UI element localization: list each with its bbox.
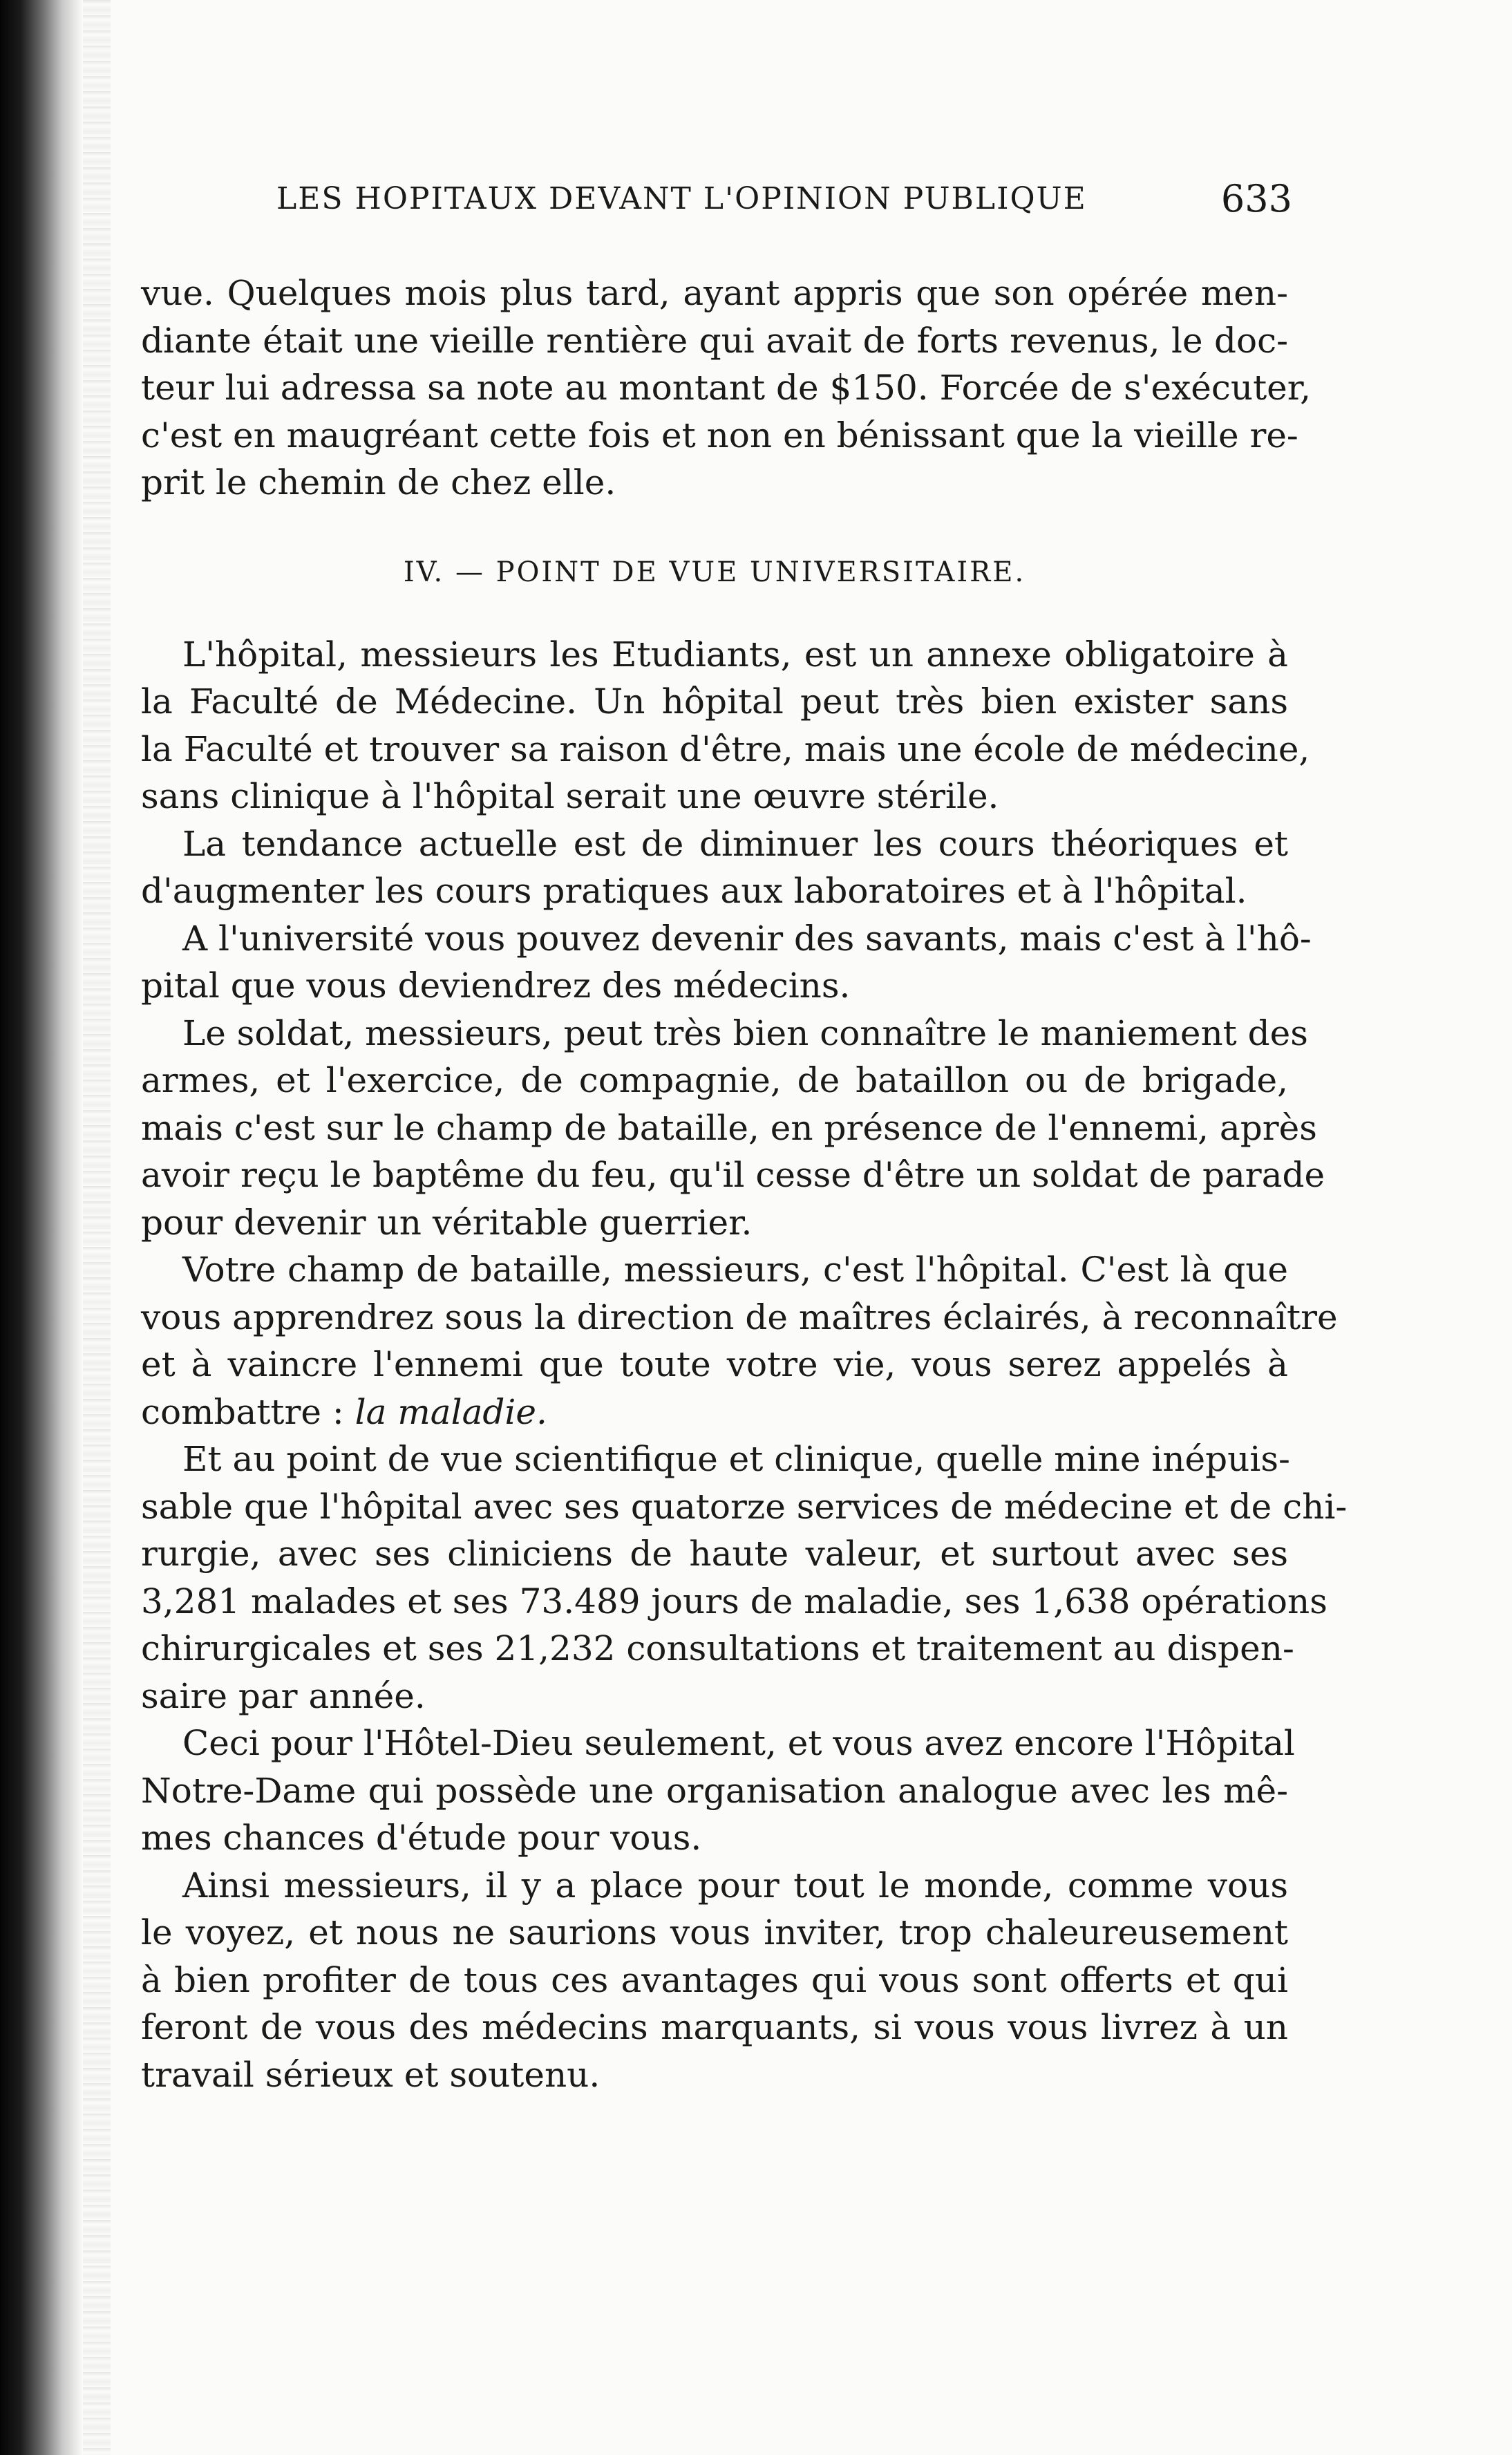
paragraph [141,915,1312,1010]
paragraph [141,1720,1295,1862]
text-line: saire par année. [141,1675,426,1716]
emphasized-text: la maladie. [355,1391,547,1432]
text-line: pital que vous deviendrez des médecins. [141,966,851,1006]
paragraph [141,1436,1348,1720]
text-line: le voyez, et nous ne saurions vous inviter, trop chaleureusement [141,1912,1288,1953]
text-line: sans clinique à l'hôpital serait une œuvre stérile. [141,776,999,816]
text-line: mes chances d'étude pour vous. [141,1818,702,1858]
continuation-paragraph [141,270,1312,507]
text-line: Le soldat, messieurs, peut très bien connaître le maniement des [182,1013,1308,1053]
paragraph [141,1862,1288,2099]
text-line: c'est en maugréant cette fois et non en bénissant que la vieille re- [141,415,1298,455]
body-text [141,270,1348,2098]
paragraph [141,1246,1338,1436]
text-line: pour devenir un véritable guerrier. [141,1202,753,1243]
text-line: teur lui adressa sa note au montant de $150. Forcée de s'exécuter, [141,368,1312,408]
text-line: La tendance actuelle est de diminuer les cours théoriques et [182,823,1288,864]
text-line: feront de vous des médecins marquants, si vous vous livrez à un [141,2007,1288,2047]
text-line: 3,281 malades et ses 73.489 jours de maladie, ses 1,638 opérations [141,1581,1327,1621]
text-line: L'hôpital, messieurs les Etudiants, est un annexe obligatoire à [182,634,1288,675]
text-line: Et au point de vue scientifique et clinique, quelle mine inépuis- [182,1439,1290,1479]
text-line: et à vaincre l'ennemi que toute votre vie, vous serez appelés à [141,1344,1288,1384]
text-line: la Faculté et trouver sa raison d'être, mais une école de médecine, [141,728,1310,769]
text-line: mais c'est sur le champ de bataille, en présence de l'ennemi, après [141,1107,1317,1148]
text-line: vous apprendrez sous la direction de maîtres éclairés, à reconnaître [141,1297,1338,1337]
paragraph [141,820,1288,915]
text-line: travail sérieux et soutenu. [141,2054,601,2095]
paragraph [141,631,1310,820]
text-line: sable que l'hôpital avec ses quatorze services de médecine et de chi- [141,1486,1348,1527]
running-head [276,177,1292,236]
text-line: d'augmenter les cours pratiques aux laboratoires et à l'hôpital. [141,871,1247,911]
running-head-title: LES HOPITAUX DEVANT L'OPINION PUBLIQUE [276,181,1087,216]
text-segment: combattre : [141,1391,355,1432]
page-number: 633 [1220,177,1292,220]
text-line: avoir reçu le baptême du feu, qu'il cesse d'être un soldat de parade [141,1155,1325,1195]
text-line: diante était une vieille rentière qui avait de forts revenus, le doc- [141,320,1288,361]
section-heading: IV. — POINT DE VUE UNIVERSITAIRE. [403,556,1026,588]
page-binding-shadow [0,0,83,2455]
text-line: à bien profiter de tous ces avantages qui vous sont offerts et qui [141,1959,1288,2000]
text-line: Ainsi messieurs, il y a place pour tout le monde, comme vous [182,1865,1288,1906]
text-line: rurgie, avec ses cliniciens de haute valeur, et surtout avec ses [141,1534,1288,1574]
text-line: A l'université vous pouvez devenir des savants, mais c'est à l'hô- [182,918,1312,959]
paragraph [141,1010,1325,1247]
text-line: chirurgicales et ses 21,232 consultations et traitement au dispen- [141,1628,1294,1668]
text-line: vue. Quelques mois plus tard, ayant appris que son opérée men- [141,273,1288,313]
text-line: la Faculté de Médecine. Un hôpital peut très bien exister sans [141,681,1288,722]
text-line [141,1389,1288,1436]
text-line: armes, et l'exercice, de compagnie, de bataillon ou de brigade, [141,1060,1288,1100]
text-line: Notre-Dame qui possède une organisation analogue avec les mê- [141,1770,1288,1811]
text-line: Votre champ de bataille, messieurs, c'est l'hôpital. C'est là que [182,1250,1288,1290]
page-binding-speckle [83,0,111,2455]
text-line: prit le chemin de chez elle. [141,462,616,502]
text-line: Ceci pour l'Hôtel-Dieu seulement, et vous avez encore l'Hôpital [182,1723,1295,1763]
